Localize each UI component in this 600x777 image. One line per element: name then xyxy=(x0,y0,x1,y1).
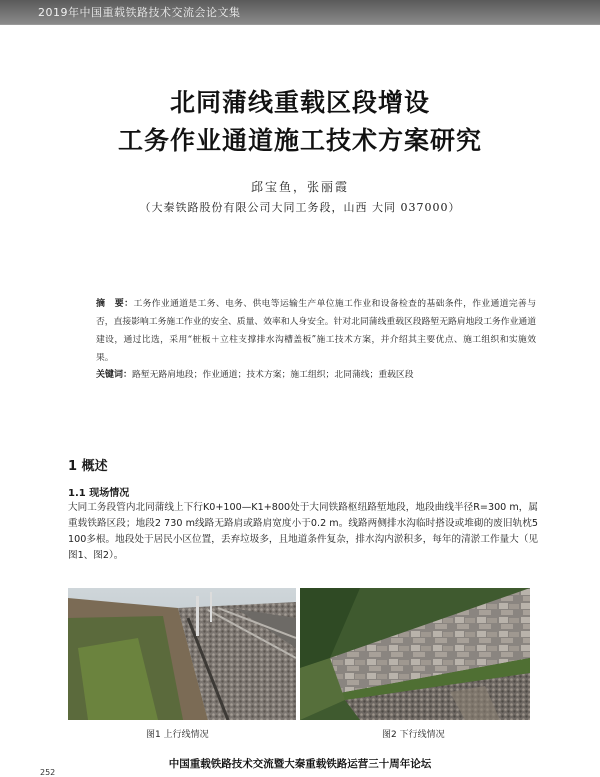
figure-2-photo-illustration xyxy=(300,588,530,720)
figure-2-photo xyxy=(300,588,530,720)
keywords-label: 关键词： xyxy=(96,370,133,380)
figure-1-photo xyxy=(68,588,296,720)
running-title: 2019年中国重载铁路技术交流会论文集 xyxy=(38,6,241,19)
abstract xyxy=(96,295,536,367)
paper-title-line2: 工务作业通道施工技术方案研究 xyxy=(117,126,482,155)
abstract-label: 摘 要： xyxy=(96,299,134,309)
authors: 邱宝鱼，张丽霞 xyxy=(250,180,349,194)
figure-1-photo-illustration xyxy=(68,588,296,720)
figure-1-caption: 图1 上行线情况 xyxy=(146,730,209,740)
keywords-text: 路堑无路肩地段；作业通道；技术方案；施工组织；北同蒲线；重载区段 xyxy=(132,370,414,380)
section-heading: 1 概述 xyxy=(68,459,108,474)
keywords xyxy=(96,367,536,380)
paper-title-line1: 北同蒲线重载区段增设 xyxy=(169,88,430,117)
subsection-heading: 1.1 现场情况 xyxy=(68,488,130,499)
body-paragraph: 大同工务段管内北同蒲线上下行K0+100—K1+800处于大同铁路枢纽路堑地段，地段曲线半径R=300 m，属重载铁路区段；地段2 730 m线路无路肩或路肩宽度小于0.2 m。线路两侧排水沟临时搭设或堆砌的废旧轨枕5 100多根。地段处于居民小区位置，丢弃垃圾多，且地道条件复杂，排水沟内淤积多，每年的清淤工作量大（见图1、图2）。 xyxy=(68,502,538,561)
figure-2-caption: 图2 下行线情况 xyxy=(382,730,445,740)
abstract-text: 工务作业通道是工务、电务、供电等运输生产单位施工作业和设备检查的基础条件，作业通道完善与否，直接影响工务施工作业的安全、质量、效率和人身安全。针对北同蒲线重载区段路堑无路肩地段工务作业通道建设，通过比选，采用“桩板＋立柱支撑排水沟槽盖板”施工技术方案，并介绍其主要优点、施工组织和实施效果。 xyxy=(96,299,536,363)
page-footer: 中国重载铁路技术交流暨大秦重载铁路运营三十周年论坛 xyxy=(168,758,432,770)
page-number: 252 xyxy=(40,768,56,777)
running-header xyxy=(0,0,600,25)
affiliation: （大秦铁路股份有限公司大同工务段，山西 大同 037000） xyxy=(139,201,461,214)
